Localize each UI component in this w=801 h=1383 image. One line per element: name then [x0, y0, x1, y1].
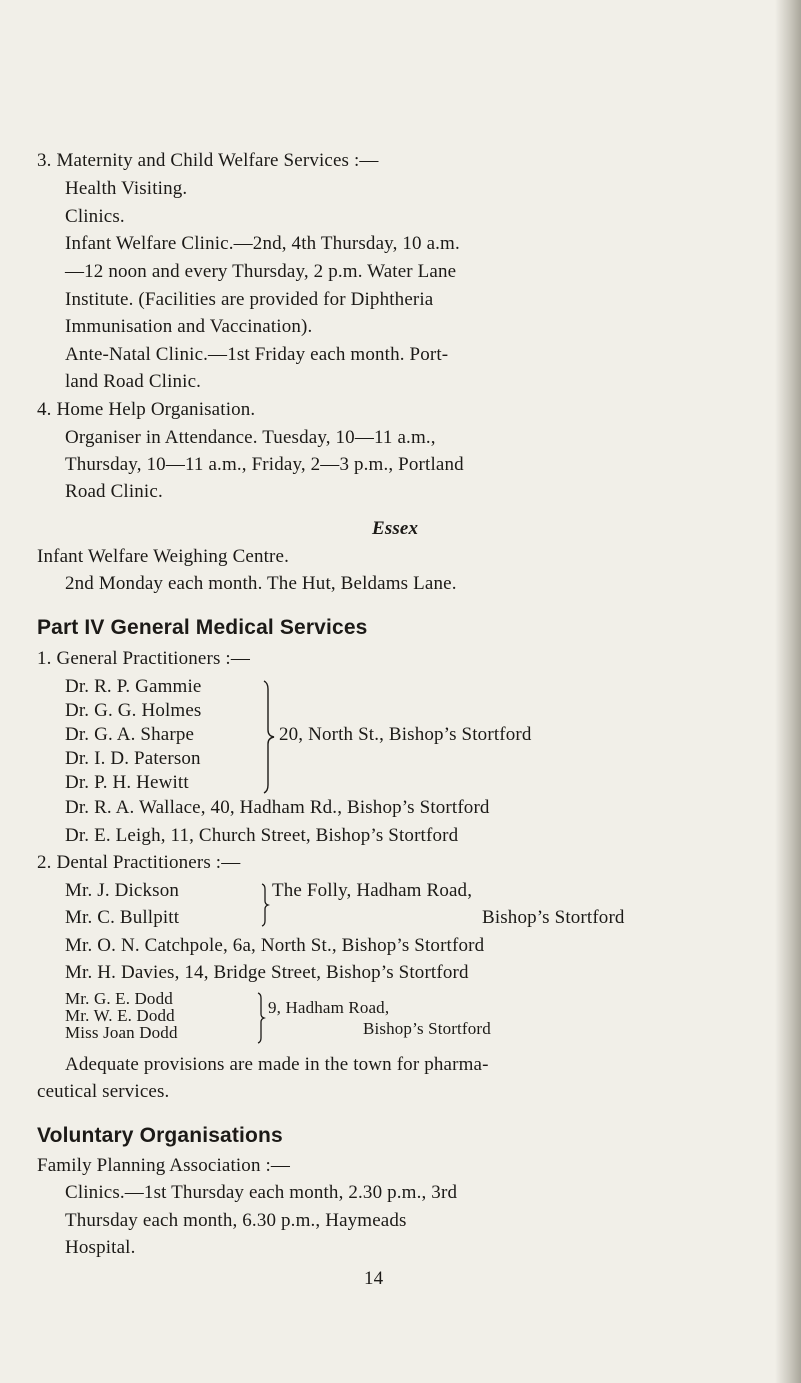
page-number: 14 [364, 1268, 384, 1289]
clinics-label: Clinics. [65, 206, 125, 227]
gp-brace [262, 680, 276, 794]
essex-heading: Essex [372, 518, 419, 539]
gp-group-address: 20, North St., Bishop’s Stortford [279, 724, 532, 745]
infant-welfare-line: —12 noon and every Thursday, 2 p.m. Water Lane [65, 261, 457, 282]
essex-line: 2nd Monday each month. The Hut, Beldams Lane. [65, 573, 457, 594]
home-help-line: Thursday, 10—11 a.m., Friday, 2—3 p.m., Portland [65, 454, 464, 475]
home-help-line: Organiser in Attendance. Tuesday, 10—11 a.m., [65, 427, 436, 448]
ante-natal-line: Ante-Natal Clinic.—1st Friday each month. Port- [65, 344, 449, 365]
dental-group1-address: The Folly, Hadham Road, [272, 880, 473, 901]
dentist-name: Mr. W. E. Dodd [65, 1006, 175, 1025]
dentist-name: Mr. C. Bullpitt [65, 907, 180, 928]
gp-name: Dr. I. D. Paterson [65, 748, 201, 769]
dental-group2-address: Bishop’s Stortford [363, 1019, 491, 1038]
dental-heading: 2. Dental Practitioners :— [37, 852, 241, 873]
voluntary-heading: Voluntary Organisations [37, 1124, 283, 1147]
dental-group1-address: Bishop’s Stortford [482, 907, 625, 928]
fpa-line: Clinics.—1st Thursday each month, 2.30 p.m., 3rd [65, 1182, 458, 1203]
fpa-line: Thursday each month, 6.30 p.m., Haymeads [65, 1210, 407, 1231]
essex-line: Infant Welfare Weighing Centre. [37, 546, 290, 567]
infant-welfare-line: Immunisation and Vaccination). [65, 316, 313, 337]
fpa-line: Hospital. [65, 1237, 136, 1258]
section-4-heading: 4. Home Help Organisation. [37, 399, 256, 420]
gp-name: Dr. R. P. Gammie [65, 676, 202, 697]
pharma-line: ceutical services. [37, 1081, 170, 1102]
dental-group2-address: 9, Hadham Road, [268, 998, 390, 1017]
gp-name: Dr. G. A. Sharpe [65, 724, 195, 745]
health-visiting: Health Visiting. [65, 178, 188, 199]
dental-brace-1 [260, 883, 270, 927]
infant-welfare-line: Institute. (Facilities are provided for Diphtheria [65, 289, 434, 310]
infant-welfare-line: Infant Welfare Clinic.—2nd, 4th Thursday, 10 a.m. [65, 233, 460, 254]
gp-heading: 1. General Practitioners :— [37, 648, 250, 669]
dentist-name: Miss Joan Dodd [65, 1023, 178, 1042]
gp-other: Dr. R. A. Wallace, 40, Hadham Rd., Bishop’s Stortford [65, 797, 490, 818]
ante-natal-line: land Road Clinic. [65, 371, 202, 392]
dentist-other: Mr. H. Davies, 14, Bridge Street, Bishop’s Stortford [65, 962, 469, 983]
gp-other: Dr. E. Leigh, 11, Church Street, Bishop’s Stortford [65, 825, 459, 846]
page-edge-shadow [775, 0, 801, 1383]
part-iv-heading: Part IV General Medical Services [37, 616, 368, 639]
home-help-line: Road Clinic. [65, 481, 163, 502]
dental-brace-2 [256, 992, 266, 1044]
fpa-heading: Family Planning Association :— [37, 1155, 291, 1176]
dentist-name: Mr. J. Dickson [65, 880, 179, 901]
gp-name: Dr. G. G. Holmes [65, 700, 202, 721]
pharma-line: Adequate provisions are made in the town for pharma- [65, 1054, 489, 1075]
gp-name: Dr. P. H. Hewitt [65, 772, 189, 793]
dentist-name: Mr. G. E. Dodd [65, 989, 173, 1008]
dentist-other: Mr. O. N. Catchpole, 6a, North St., Bishop’s Stortford [65, 935, 485, 956]
section-3-heading: 3. Maternity and Child Welfare Services :— [37, 150, 379, 171]
